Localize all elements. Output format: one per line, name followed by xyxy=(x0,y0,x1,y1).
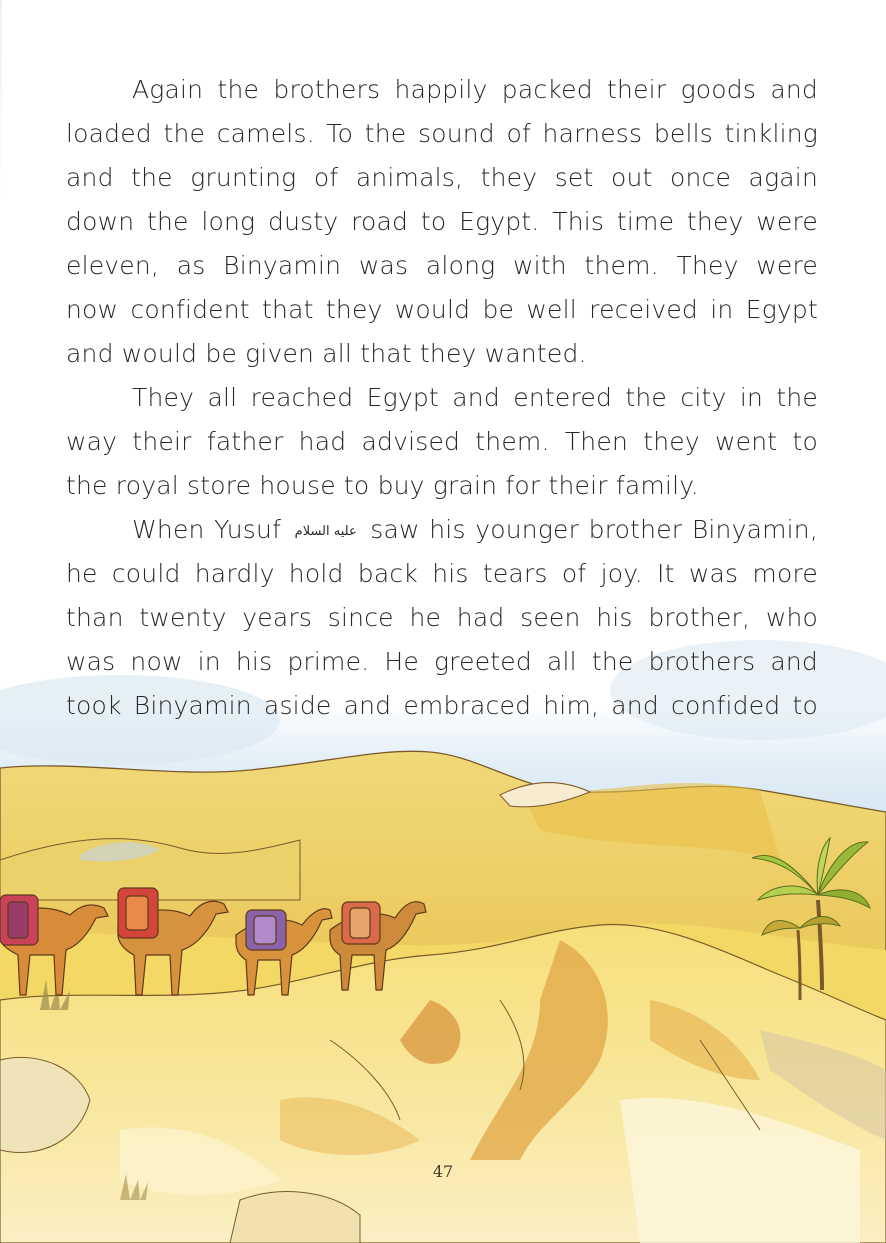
paragraph-2 xyxy=(66,376,818,508)
text-line: way their father had advised them. Then they went to xyxy=(66,427,818,456)
text-line: and the grunting of animals, they set out once again xyxy=(66,163,818,192)
text-line: took Binyamin aside and embraced him, and confided to xyxy=(66,691,818,720)
text-line: They all reached Egypt and entered the city in the xyxy=(132,383,818,412)
text-line xyxy=(66,508,818,552)
text-line: was now in his prime. He greeted all the brothers and xyxy=(66,647,818,676)
text-line: down the long dusty road to Egypt. This time they were xyxy=(66,207,818,236)
text-line: eleven, as Binyamin was along with them. They were xyxy=(66,251,818,280)
paragraph-3 xyxy=(66,508,818,728)
text-line: Again the brothers happily packed their goods and xyxy=(132,75,818,104)
text-line: and would be given all that they wanted. xyxy=(66,339,587,368)
text-line: the royal store house to buy grain for their family. xyxy=(66,471,699,500)
text-line: loaded the camels. To the sound of harness bells tinkling xyxy=(66,119,818,148)
page-number: 47 xyxy=(432,1162,454,1181)
text-fragment: saw his younger brother Binyamin, xyxy=(370,515,818,544)
page-edge xyxy=(0,0,2,200)
text-fragment: When Yusuf xyxy=(132,515,282,544)
paragraph-1 xyxy=(66,68,818,376)
text-line: than twenty years since he had seen his brother, who xyxy=(66,603,818,632)
text-line: now confident that they would be well received in Egypt xyxy=(66,295,818,324)
text-line: he could hardly hold back his tears of joy. It was more xyxy=(66,559,818,588)
story-text xyxy=(66,68,818,728)
honorific-symbol: عليه السلام xyxy=(294,523,357,539)
